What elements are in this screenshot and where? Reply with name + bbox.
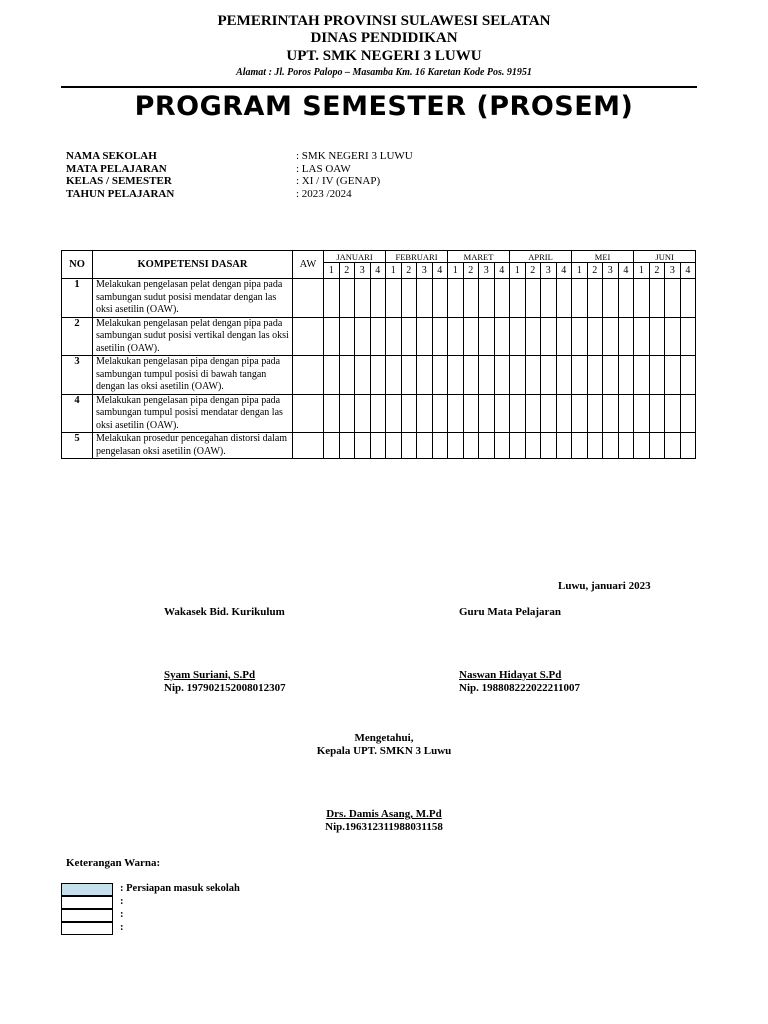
week-cell	[417, 394, 433, 433]
week-cell	[401, 279, 417, 318]
week-cell	[324, 433, 340, 459]
week-cell	[448, 433, 464, 459]
aw-cell	[293, 356, 324, 395]
week-cell	[417, 317, 433, 356]
week-number: 2	[339, 263, 355, 279]
right-signer-nip: Nip. 198808222022211007	[459, 682, 581, 694]
week-cell	[355, 433, 371, 459]
header-school: UPT. SMK NEGERI 3 LUWU	[286, 48, 482, 64]
week-cell	[525, 394, 541, 433]
right-signer-title: Guru Mata Pelajaran	[459, 606, 562, 618]
week-cell	[618, 356, 634, 395]
headmaster-name: Drs. Damis Asang, M.Pd	[326, 808, 442, 820]
week-number: 1	[510, 263, 526, 279]
row-number: 5	[62, 433, 93, 459]
week-cell	[680, 279, 696, 318]
week-cell	[339, 433, 355, 459]
week-cell	[541, 317, 557, 356]
week-cell	[386, 433, 402, 459]
week-number: 1	[634, 263, 650, 279]
week-cell	[587, 279, 603, 318]
week-cell	[324, 394, 340, 433]
week-cell	[649, 279, 665, 318]
week-cell	[401, 317, 417, 356]
week-cell	[448, 317, 464, 356]
week-number: 2	[463, 263, 479, 279]
week-cell	[556, 356, 572, 395]
week-cell	[603, 279, 619, 318]
prosem-table	[61, 250, 696, 459]
week-cell	[618, 394, 634, 433]
info-value-class: : XI / IV (GENAP)	[296, 175, 381, 187]
week-cell	[494, 356, 510, 395]
info-value-subject: : LAS OAW	[296, 162, 351, 175]
week-cell	[525, 356, 541, 395]
week-cell	[417, 279, 433, 318]
week-cell	[479, 356, 495, 395]
info-label-school: NAMA SEKOLAH	[66, 150, 157, 162]
week-number: 2	[525, 263, 541, 279]
right-signer-name: Naswan Hidayat S.Pd	[459, 669, 562, 681]
week-cell	[339, 317, 355, 356]
week-number: 3	[665, 263, 681, 279]
week-cell	[355, 394, 371, 433]
week-cell	[510, 279, 526, 318]
month-header: MEI	[572, 251, 634, 263]
week-cell	[370, 433, 386, 459]
month-header: APRIL	[510, 251, 572, 263]
week-cell	[649, 433, 665, 459]
week-cell	[556, 394, 572, 433]
week-cell	[479, 433, 495, 459]
week-number: 1	[572, 263, 588, 279]
week-cell	[634, 356, 650, 395]
week-cell	[680, 394, 696, 433]
aw-cell	[293, 279, 324, 318]
week-cell	[386, 317, 402, 356]
week-cell	[634, 317, 650, 356]
week-cell	[432, 394, 448, 433]
week-cell	[603, 356, 619, 395]
competency-text: Melakukan pengelasan pelat dengan pipa pada sambungan sudut posisi mendatar dengan las oksi asetilin (OAW).	[93, 279, 293, 318]
week-cell	[370, 394, 386, 433]
week-cell	[463, 279, 479, 318]
legend-label: :	[120, 922, 124, 933]
week-cell	[401, 394, 417, 433]
week-cell	[510, 317, 526, 356]
aw-cell	[293, 433, 324, 459]
table-row	[62, 433, 696, 459]
week-cell	[324, 317, 340, 356]
week-cell	[680, 317, 696, 356]
week-cell	[339, 394, 355, 433]
week-cell	[370, 279, 386, 318]
column-header-kd: KOMPETENSI DASAR	[93, 251, 293, 279]
competency-text: Melakukan pengelasan pelat dengan pipa pada sambungan sudut posisi vertikal dengan las oksi asetilin (OAW).	[93, 317, 293, 356]
week-cell	[355, 279, 371, 318]
week-number: 1	[386, 263, 402, 279]
week-cell	[386, 279, 402, 318]
week-number: 1	[324, 263, 340, 279]
week-cell	[510, 394, 526, 433]
week-cell	[448, 394, 464, 433]
week-cell	[386, 394, 402, 433]
legend-label: :	[120, 896, 124, 907]
week-cell	[386, 356, 402, 395]
week-cell	[494, 433, 510, 459]
row-number: 3	[62, 356, 93, 395]
week-number: 2	[649, 263, 665, 279]
week-cell	[479, 279, 495, 318]
info-label-year: TAHUN PELAJARAN	[66, 187, 175, 200]
week-cell	[587, 317, 603, 356]
legend-label: :	[120, 909, 124, 920]
week-cell	[463, 356, 479, 395]
week-cell	[494, 394, 510, 433]
week-cell	[665, 433, 681, 459]
week-number: 4	[432, 263, 448, 279]
week-number: 3	[541, 263, 557, 279]
week-cell	[494, 317, 510, 356]
table-row	[62, 356, 696, 395]
week-cell	[417, 356, 433, 395]
week-cell	[634, 394, 650, 433]
week-cell	[680, 356, 696, 395]
week-cell	[587, 433, 603, 459]
week-cell	[463, 317, 479, 356]
left-signer-name: Syam Suriani, S.Pd	[164, 669, 256, 681]
week-cell	[370, 356, 386, 395]
info-value-school: : SMK NEGERI 3 LUWU	[296, 150, 413, 162]
column-header-no: NO	[62, 251, 93, 279]
week-cell	[618, 433, 634, 459]
week-cell	[541, 279, 557, 318]
info-label-class: KELAS / SEMESTER	[66, 175, 172, 187]
approval-label: Mengetahui,	[354, 732, 414, 744]
week-cell	[649, 356, 665, 395]
week-cell	[680, 433, 696, 459]
week-cell	[494, 279, 510, 318]
table-row	[62, 317, 696, 356]
week-cell	[525, 433, 541, 459]
week-cell	[448, 279, 464, 318]
week-cell	[603, 317, 619, 356]
header-address: Alamat : Jl. Poros Palopo – Masamba Km. 16 Karetan Kode Pos. 91951	[236, 67, 532, 78]
week-cell	[572, 317, 588, 356]
header-government: PEMERINTAH PROVINSI SULAWESI SELATAN	[217, 13, 551, 29]
week-cell	[556, 317, 572, 356]
week-cell	[448, 356, 464, 395]
legend-swatch	[61, 922, 113, 935]
week-cell	[417, 433, 433, 459]
week-number: 4	[618, 263, 634, 279]
week-cell	[355, 317, 371, 356]
week-number: 2	[401, 263, 417, 279]
week-cell	[572, 279, 588, 318]
left-signer-title: Wakasek Bid. Kurikulum	[164, 606, 285, 618]
week-cell	[634, 279, 650, 318]
month-header: MARET	[448, 251, 510, 263]
week-cell	[463, 433, 479, 459]
competency-text: Melakukan prosedur pencegahan distorsi dalam pengelasan oksi asetilin (OAW).	[93, 433, 293, 459]
month-header: FEBRUARI	[386, 251, 448, 263]
week-cell	[603, 394, 619, 433]
week-cell	[324, 279, 340, 318]
info-labels	[66, 150, 174, 200]
week-cell	[634, 433, 650, 459]
week-cell	[572, 394, 588, 433]
column-header-aw: AW	[293, 251, 324, 279]
week-number: 4	[680, 263, 696, 279]
week-number: 3	[355, 263, 371, 279]
week-cell	[649, 394, 665, 433]
table-row	[62, 394, 696, 433]
week-cell	[665, 394, 681, 433]
headmaster-title: Kepala UPT. SMKN 3 Luwu	[316, 745, 452, 757]
week-number: 1	[448, 263, 464, 279]
week-number: 3	[417, 263, 433, 279]
week-cell	[432, 317, 448, 356]
left-signer-nip: Nip. 197902152008012307	[164, 682, 286, 694]
week-number: 3	[479, 263, 495, 279]
info-values	[296, 150, 413, 200]
legend-swatch	[61, 883, 113, 896]
header-divider	[61, 86, 697, 88]
week-cell	[432, 356, 448, 395]
week-cell	[587, 356, 603, 395]
legend-title: Keterangan Warna:	[66, 857, 161, 869]
week-cell	[432, 279, 448, 318]
week-number: 4	[556, 263, 572, 279]
legend-swatch	[61, 909, 113, 922]
legend-label: : Persiapan masuk sekolah	[120, 883, 240, 894]
week-cell	[479, 317, 495, 356]
aw-cell	[293, 317, 324, 356]
week-cell	[479, 394, 495, 433]
week-cell	[665, 356, 681, 395]
week-cell	[541, 356, 557, 395]
week-cell	[370, 317, 386, 356]
week-number: 4	[494, 263, 510, 279]
headmaster-nip: Nip.196312311988031158	[325, 821, 443, 833]
week-number: 2	[587, 263, 603, 279]
week-number: 4	[370, 263, 386, 279]
week-cell	[401, 433, 417, 459]
month-header: JUNI	[634, 251, 696, 263]
week-cell	[541, 394, 557, 433]
week-cell	[618, 279, 634, 318]
place-date: Luwu, januari 2023	[558, 580, 651, 592]
row-number: 4	[62, 394, 93, 433]
header-department: DINAS PENDIDIKAN	[310, 30, 458, 46]
info-label-subject: MATA PELAJARAN	[66, 162, 167, 175]
week-cell	[649, 317, 665, 356]
week-cell	[665, 317, 681, 356]
legend-swatch	[61, 896, 113, 909]
info-value-year: : 2023 /2024	[296, 187, 352, 200]
competency-text: Melakukan pengelasan pipa dengan pipa pada sambungan tumpul posisi mendatar dengan las oksi asetilin (OAW).	[93, 394, 293, 433]
week-cell	[510, 356, 526, 395]
week-number: 3	[603, 263, 619, 279]
month-header: JANUARI	[324, 251, 386, 263]
page-title: PROGRAM SEMESTER (PROSEM)	[134, 91, 634, 122]
week-cell	[541, 433, 557, 459]
aw-cell	[293, 394, 324, 433]
week-cell	[556, 433, 572, 459]
week-cell	[463, 394, 479, 433]
week-cell	[618, 317, 634, 356]
week-cell	[603, 433, 619, 459]
week-cell	[401, 356, 417, 395]
table-row	[62, 279, 696, 318]
week-cell	[355, 356, 371, 395]
week-cell	[556, 279, 572, 318]
week-cell	[510, 433, 526, 459]
week-cell	[525, 279, 541, 318]
week-cell	[665, 279, 681, 318]
week-cell	[324, 356, 340, 395]
week-cell	[572, 356, 588, 395]
row-number: 1	[62, 279, 93, 318]
week-cell	[525, 317, 541, 356]
week-cell	[339, 356, 355, 395]
week-cell	[572, 433, 588, 459]
week-cell	[432, 433, 448, 459]
week-cell	[587, 394, 603, 433]
week-cell	[339, 279, 355, 318]
row-number: 2	[62, 317, 93, 356]
competency-text: Melakukan pengelasan pipa dengan pipa pada sambungan tumpul posisi di bawah tangan dengan las oksi asetilin (OAW).	[93, 356, 293, 395]
